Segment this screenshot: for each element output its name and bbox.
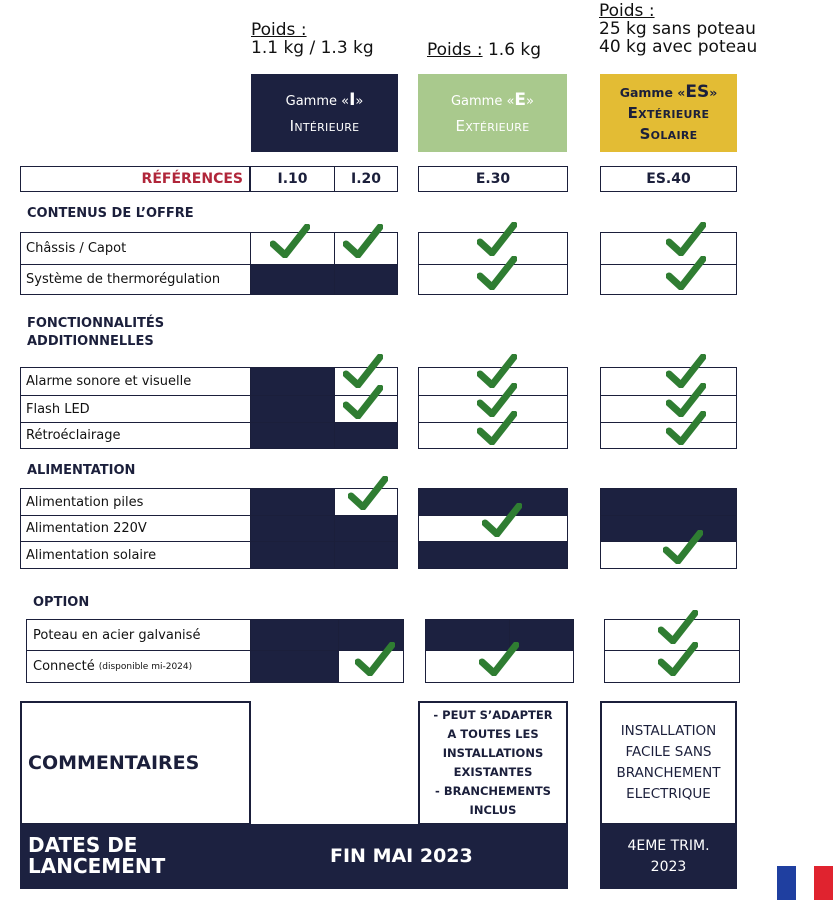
ref-i20: I.20 bbox=[334, 166, 398, 192]
check-icon bbox=[477, 256, 517, 290]
weight-e-label: Poids : bbox=[427, 40, 483, 60]
weight-es-line2: 40 kg avec poteau bbox=[599, 37, 758, 57]
cell-thermo-i10 bbox=[250, 264, 335, 295]
check-icon bbox=[666, 256, 706, 290]
check-icon bbox=[348, 476, 388, 510]
cell-alarm-i10 bbox=[250, 367, 335, 396]
range-es-suffix: » bbox=[709, 84, 718, 100]
section-features-line2: ADDITIONNELLES bbox=[27, 334, 154, 349]
french-flag-icon bbox=[777, 866, 833, 900]
section-contents: CONTENUS DE L’OFFRE bbox=[27, 206, 194, 221]
weight-i bbox=[251, 21, 374, 57]
row-label-connected-note: (disponible mi-2024) bbox=[98, 661, 193, 672]
check-icon bbox=[658, 610, 698, 644]
comment-e-line1: - PEUT S’ADAPTER bbox=[433, 708, 553, 722]
comment-es-line4: ELECTRIQUE bbox=[626, 786, 711, 802]
comments-label: COMMENTAIRES bbox=[28, 752, 200, 774]
comment-e-line3: INSTALLATIONS bbox=[442, 746, 544, 760]
cell-solar-e30 bbox=[418, 541, 568, 569]
comment-es-line2: FACILE SANS bbox=[625, 744, 712, 760]
range-e-name: Extérieure bbox=[455, 117, 530, 135]
range-es-box bbox=[600, 74, 737, 152]
check-icon bbox=[270, 224, 310, 258]
comments-e-cell bbox=[418, 701, 568, 825]
cell-connected-i10 bbox=[250, 650, 339, 683]
references-label-cell bbox=[20, 166, 250, 192]
comment-e-line4: EXISTANTES bbox=[453, 765, 533, 779]
cell-batteries-es40 bbox=[600, 488, 737, 516]
comment-es-line1: INSTALLATION bbox=[620, 723, 717, 739]
check-icon bbox=[343, 354, 383, 388]
section-features bbox=[27, 315, 164, 351]
cell-pole-i10 bbox=[250, 619, 339, 651]
ref-e30: E.30 bbox=[418, 166, 568, 192]
weight-i-value: 1.1 kg / 1.3 kg bbox=[251, 38, 374, 58]
weight-es-label: Poids : bbox=[599, 1, 655, 21]
launch-label-line1: DATES DE bbox=[28, 833, 138, 857]
launch-bar bbox=[20, 824, 568, 889]
check-icon bbox=[343, 385, 383, 419]
launch-es-cell bbox=[600, 824, 737, 889]
range-i-suffix: » bbox=[355, 94, 364, 109]
cell-flash-i10 bbox=[250, 395, 335, 423]
range-i-letter: I bbox=[349, 90, 356, 110]
weight-e bbox=[427, 41, 541, 59]
range-i-box bbox=[251, 74, 398, 152]
row-label-mains: Alimentation 220V bbox=[20, 515, 251, 542]
cell-thermo-i20 bbox=[334, 264, 398, 295]
row-label-flash: Flash LED bbox=[20, 395, 251, 423]
cell-batteries-i10 bbox=[250, 488, 335, 516]
check-icon bbox=[355, 642, 395, 676]
row-label-batteries: Alimentation piles bbox=[20, 488, 251, 516]
row-label-alarm: Alarme sonore et visuelle bbox=[20, 367, 251, 396]
check-icon bbox=[666, 222, 706, 256]
row-label-solar: Alimentation solaire bbox=[20, 541, 251, 569]
launch-es-date2: 2023 bbox=[650, 859, 687, 875]
row-label-chassis: Châssis / Capot bbox=[20, 232, 251, 265]
row-label-backlight: Rétroéclairage bbox=[20, 422, 251, 449]
weight-es bbox=[599, 2, 757, 56]
check-icon bbox=[666, 411, 706, 445]
weight-e-value: 1.6 kg bbox=[487, 40, 542, 60]
row-label-connected-text: Connecté bbox=[33, 659, 95, 674]
row-label-pole: Poteau en acier galvanisé bbox=[26, 619, 251, 651]
range-e-suffix: » bbox=[526, 94, 535, 109]
cell-backlight-i20 bbox=[334, 422, 398, 449]
range-i-prefix: Gamme « bbox=[285, 94, 350, 109]
range-e-box bbox=[418, 74, 567, 152]
comment-e-line6: INCLUS bbox=[469, 803, 517, 817]
check-icon bbox=[477, 411, 517, 445]
ref-i10: I.10 bbox=[250, 166, 335, 192]
check-icon bbox=[663, 530, 703, 564]
range-es-prefix: Gamme « bbox=[619, 84, 686, 100]
cell-mains-i10 bbox=[250, 515, 335, 542]
comments-label-cell bbox=[20, 701, 251, 825]
cell-solar-i20 bbox=[334, 541, 398, 569]
range-e-letter: E bbox=[514, 90, 527, 110]
weight-es-line1: 25 kg sans poteau bbox=[599, 19, 756, 39]
check-icon bbox=[479, 642, 519, 676]
range-es-name1: Extérieure bbox=[627, 103, 710, 122]
references-label: RÉFÉRENCES bbox=[141, 171, 243, 187]
row-label-connected bbox=[26, 650, 251, 683]
range-e-prefix: Gamme « bbox=[450, 94, 515, 109]
launch-ie-date: FIN MAI 2023 bbox=[330, 845, 473, 867]
weight-i-label: Poids : bbox=[251, 20, 307, 40]
comments-es-cell bbox=[600, 701, 737, 825]
comment-e-line5: - BRANCHEMENTS bbox=[435, 784, 551, 798]
row-label-thermo: Système de thermorégulation bbox=[20, 264, 251, 295]
section-option: OPTION bbox=[33, 595, 90, 610]
range-es-name2: Solaire bbox=[639, 124, 698, 143]
check-icon bbox=[482, 503, 522, 537]
check-icon bbox=[343, 224, 383, 258]
range-i-name: Intérieure bbox=[289, 117, 360, 135]
section-power: ALIMENTATION bbox=[27, 463, 136, 478]
range-es-letter: ES bbox=[685, 81, 710, 102]
cell-mains-i20 bbox=[334, 515, 398, 542]
launch-label-line2: LANCEMENT bbox=[28, 854, 166, 878]
launch-label bbox=[28, 835, 165, 877]
check-icon bbox=[477, 222, 517, 256]
launch-es-date1: 4EME TRIM. bbox=[627, 838, 710, 854]
cell-backlight-i10 bbox=[250, 422, 335, 449]
comment-es-line3: BRANCHEMENT bbox=[616, 765, 721, 781]
check-icon bbox=[658, 642, 698, 676]
ref-es40: ES.40 bbox=[600, 166, 737, 192]
comment-e-line2: A TOUTES LES bbox=[447, 727, 539, 741]
cell-solar-i10 bbox=[250, 541, 335, 569]
section-features-line1: FONCTIONNALITÉS bbox=[27, 316, 165, 331]
